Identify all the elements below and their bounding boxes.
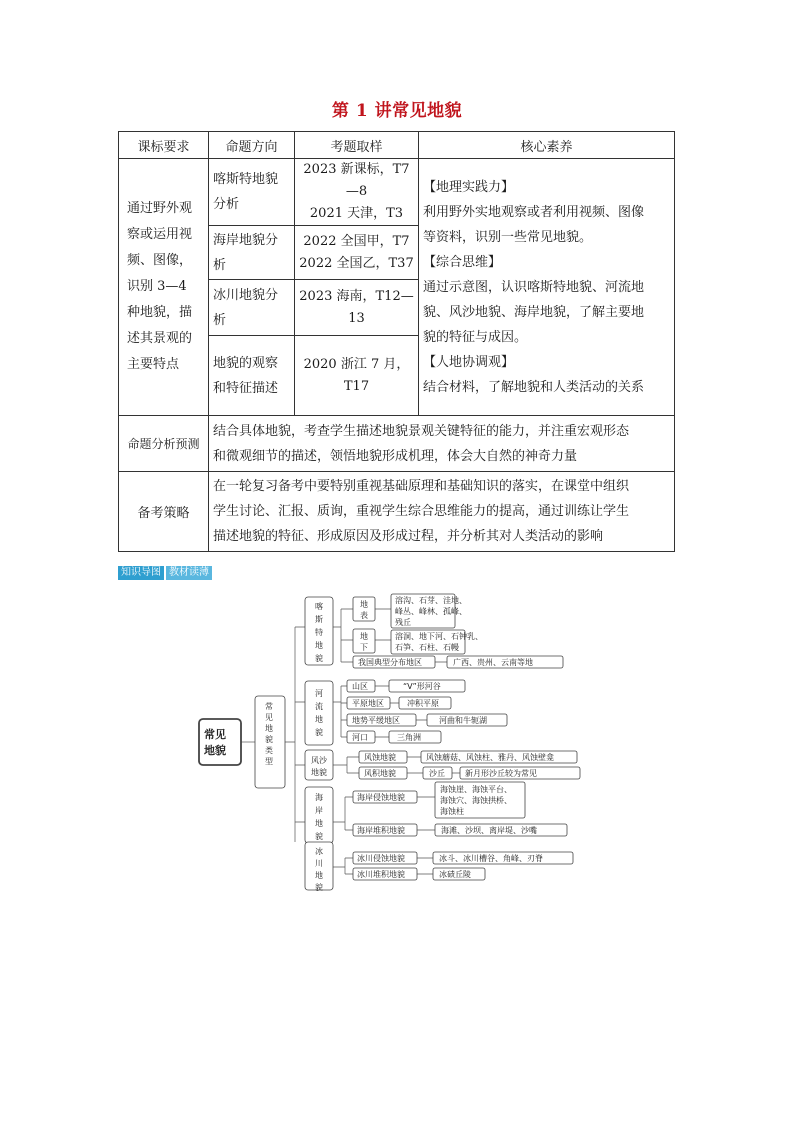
glacier-erosion: 冰川侵蚀地貌 — [357, 854, 405, 863]
river-char: 貌 — [315, 728, 323, 737]
coast-erosion-items: 海蚀柱 — [440, 807, 464, 816]
underground-char: 地 — [360, 632, 368, 641]
coast-char: 地 — [315, 819, 323, 828]
direction-line: 喀斯特地貌 — [213, 172, 279, 187]
direction-line: 地貌的观察 — [213, 355, 279, 371]
root-label-1: 常见 — [204, 728, 226, 741]
strategy-line: 描述地貌的特征、形成原因及形成过程，并分析其对人类活动的影响 — [213, 529, 604, 544]
course-table — [118, 131, 675, 552]
river-value: 三角洲 — [397, 733, 421, 742]
strategy-cell — [209, 472, 675, 552]
sample-line: 2022 全国乙，T37 — [299, 255, 414, 271]
sample-line: 2022 全国甲，T7 — [303, 233, 410, 249]
glacier-char: 貌 — [315, 883, 323, 892]
literacy-line: 利用野外实地观察或者利用视频、图像 — [423, 204, 645, 220]
glacier-char: 冰 — [315, 847, 323, 856]
karst-char: 特 — [315, 628, 323, 637]
river-key: 河口 — [352, 733, 368, 742]
direction-cell — [209, 159, 295, 226]
river-value: 冲积平原 — [407, 699, 439, 708]
literacy-line: 通过示意图，认识喀斯特地貌、河流地 — [423, 279, 645, 295]
coast-deposit-items: 海滩、沙坝、离岸堤、沙嘴 — [441, 826, 537, 835]
strategy-line: 在一轮复习备考中要特别重视基础原理和基础知识的落实，在课堂中组织 — [213, 479, 630, 494]
sample-cell — [295, 336, 419, 416]
sample-line: 2021 天津，T3 — [309, 206, 404, 221]
karst-char: 喀 — [315, 602, 323, 611]
types-char: 常 — [265, 702, 273, 711]
tab-textbook-reading: 教材读薄 — [166, 566, 212, 580]
river-key: 平原地区 — [352, 699, 384, 708]
standard-line: 述其景观的 — [127, 331, 193, 346]
direction-line: 析 — [213, 257, 227, 273]
prediction-line: 结合具体地貌，考查学生描述地貌景观关键特征的能力，并注重宏观形态 — [213, 423, 630, 439]
types-char: 貌 — [265, 735, 273, 744]
table-header: 考题取样 — [295, 132, 419, 159]
strategy-label: 备考策略 — [119, 472, 209, 552]
coast-char: 岸 — [315, 806, 323, 815]
literacy-line: 【综合思维】 — [423, 254, 502, 270]
glacier-char: 川 — [315, 859, 323, 868]
coast-erosion-items: 海蚀穴、海蚀拱桥、 — [440, 796, 512, 805]
karst-char: 地 — [315, 641, 323, 650]
literacy-line: 貌的特征与成因。 — [423, 329, 528, 345]
coast-erosion: 海岸侵蚀地貌 — [357, 793, 405, 802]
sample-line: 2023 新课标，T7—8 — [303, 162, 410, 199]
sample-cell — [295, 226, 419, 280]
standard-line: 识别 3—4 — [127, 279, 187, 294]
underground-items: 石笋、石柱、石幔 — [395, 643, 459, 652]
table-header: 命题方向 — [209, 132, 295, 159]
glacier-erosion-items: 冰斗、冰川槽谷、角峰、刃脊 — [439, 854, 543, 863]
surface-items: 残丘 — [395, 618, 411, 627]
surface-items: 溶沟、石芽、洼地、 — [395, 596, 467, 605]
table-row — [119, 416, 675, 472]
wind-erosion: 风蚀地貌 — [364, 753, 396, 762]
literacy-line: 等资料，识别一些常见地貌。 — [423, 229, 593, 245]
prediction-cell — [209, 416, 675, 472]
literacy-cell — [419, 159, 675, 416]
wind-deposit: 风积地貌 — [364, 769, 396, 778]
section-tabs — [118, 566, 212, 580]
root-label-2: 地貌 — [204, 744, 226, 757]
coast-deposit: 海岸堆积地貌 — [357, 826, 405, 835]
page-title: 第 1 讲常见地貌 — [331, 101, 463, 121]
glacier-char: 地 — [315, 871, 323, 880]
table-header: 核心素养 — [419, 132, 675, 159]
types-char: 见 — [265, 713, 273, 722]
glacier-deposit: 冰川堆积地貌 — [357, 870, 405, 879]
underground-items: 溶洞、地下河、石钟乳、 — [395, 632, 483, 641]
literacy-line: 貌、风沙地貌、海岸地貌，了解主要地 — [423, 304, 645, 320]
direction-line: 和特征描述 — [213, 380, 279, 396]
prediction-label: 命题分析预测 — [119, 416, 209, 472]
river-value: 河曲和牛轭湖 — [439, 716, 487, 725]
types-char: 类 — [265, 746, 273, 755]
prediction-line: 和微观细节的描述，领悟地貌形成机理，体会大自然的神奇力量 — [213, 448, 578, 464]
karst-char: 斯 — [315, 615, 323, 624]
table-row — [119, 159, 675, 226]
glacier-deposit-items: 冰碛丘陵 — [439, 870, 471, 879]
direction-line: 冰川地貌分 — [213, 287, 279, 303]
mind-map — [195, 592, 615, 892]
wind-deposit-mid: 沙丘 — [429, 769, 445, 778]
literacy-line: 结合材料，了解地貌和人类活动的关系 — [423, 379, 645, 395]
sample-cell — [295, 159, 419, 226]
standard-line: 通过野外观 — [127, 201, 193, 216]
table-row — [119, 472, 675, 552]
types-char: 型 — [265, 757, 273, 766]
standard-line: 种地貌，描 — [127, 305, 193, 320]
tab-knowledge-map: 知识导图 — [118, 566, 164, 580]
standard-line: 频、图像， — [127, 253, 193, 268]
surface-items: 峰丛、峰林、孤峰、 — [395, 607, 467, 616]
wind-erosion-items: 风蚀蘑菇、风蚀柱、雅丹、风蚀壁龛 — [426, 753, 554, 762]
direction-cell — [209, 280, 295, 336]
standard-cell — [119, 159, 209, 416]
sample-line: 2023 海南，T12—13 — [299, 288, 414, 326]
strategy-line: 学生讨论、汇报、质询，重视学生综合思维能力的提高，通过训练让学生 — [213, 504, 630, 519]
sample-line: 2020 浙江 7 月，T17 — [303, 356, 410, 394]
surface-char: 表 — [360, 611, 368, 620]
river-key: 地势平缓地区 — [352, 716, 400, 725]
karst-dist-items: 广西、贵州、云南等地 — [453, 658, 533, 667]
river-char: 地 — [315, 715, 323, 724]
coast-char: 貌 — [315, 832, 323, 841]
table-header-row — [119, 132, 675, 159]
wind-label: 地貌 — [311, 768, 327, 777]
karst-char: 貌 — [315, 654, 323, 663]
table-header: 课标要求 — [119, 132, 209, 159]
wind-label: 风沙 — [311, 756, 327, 765]
river-char: 河 — [315, 689, 323, 698]
standard-line: 察或运用视 — [127, 227, 193, 242]
standard-line: 主要特点 — [127, 357, 180, 372]
direction-line: 分析 — [213, 197, 240, 212]
sample-cell — [295, 280, 419, 336]
river-value: “V”形河谷 — [403, 682, 441, 691]
direction-line: 析 — [213, 312, 227, 328]
types-char: 地 — [265, 724, 273, 733]
karst-dist: 我国典型分布地区 — [358, 658, 422, 667]
wind-deposit-items: 新月形沙丘较为常见 — [465, 769, 537, 778]
river-char: 流 — [315, 702, 323, 711]
literacy-line: 【地理实践力】 — [423, 179, 515, 195]
surface-char: 地 — [360, 600, 368, 609]
coast-char: 海 — [315, 793, 323, 802]
river-key: 山区 — [352, 682, 368, 691]
direction-cell — [209, 226, 295, 280]
direction-line: 海岸地貌分 — [213, 232, 279, 248]
coast-erosion-items: 海蚀崖、海蚀平台、 — [440, 785, 512, 794]
literacy-line: 【人地协调观】 — [423, 354, 515, 370]
underground-char: 下 — [360, 643, 368, 652]
direction-cell — [209, 336, 295, 416]
